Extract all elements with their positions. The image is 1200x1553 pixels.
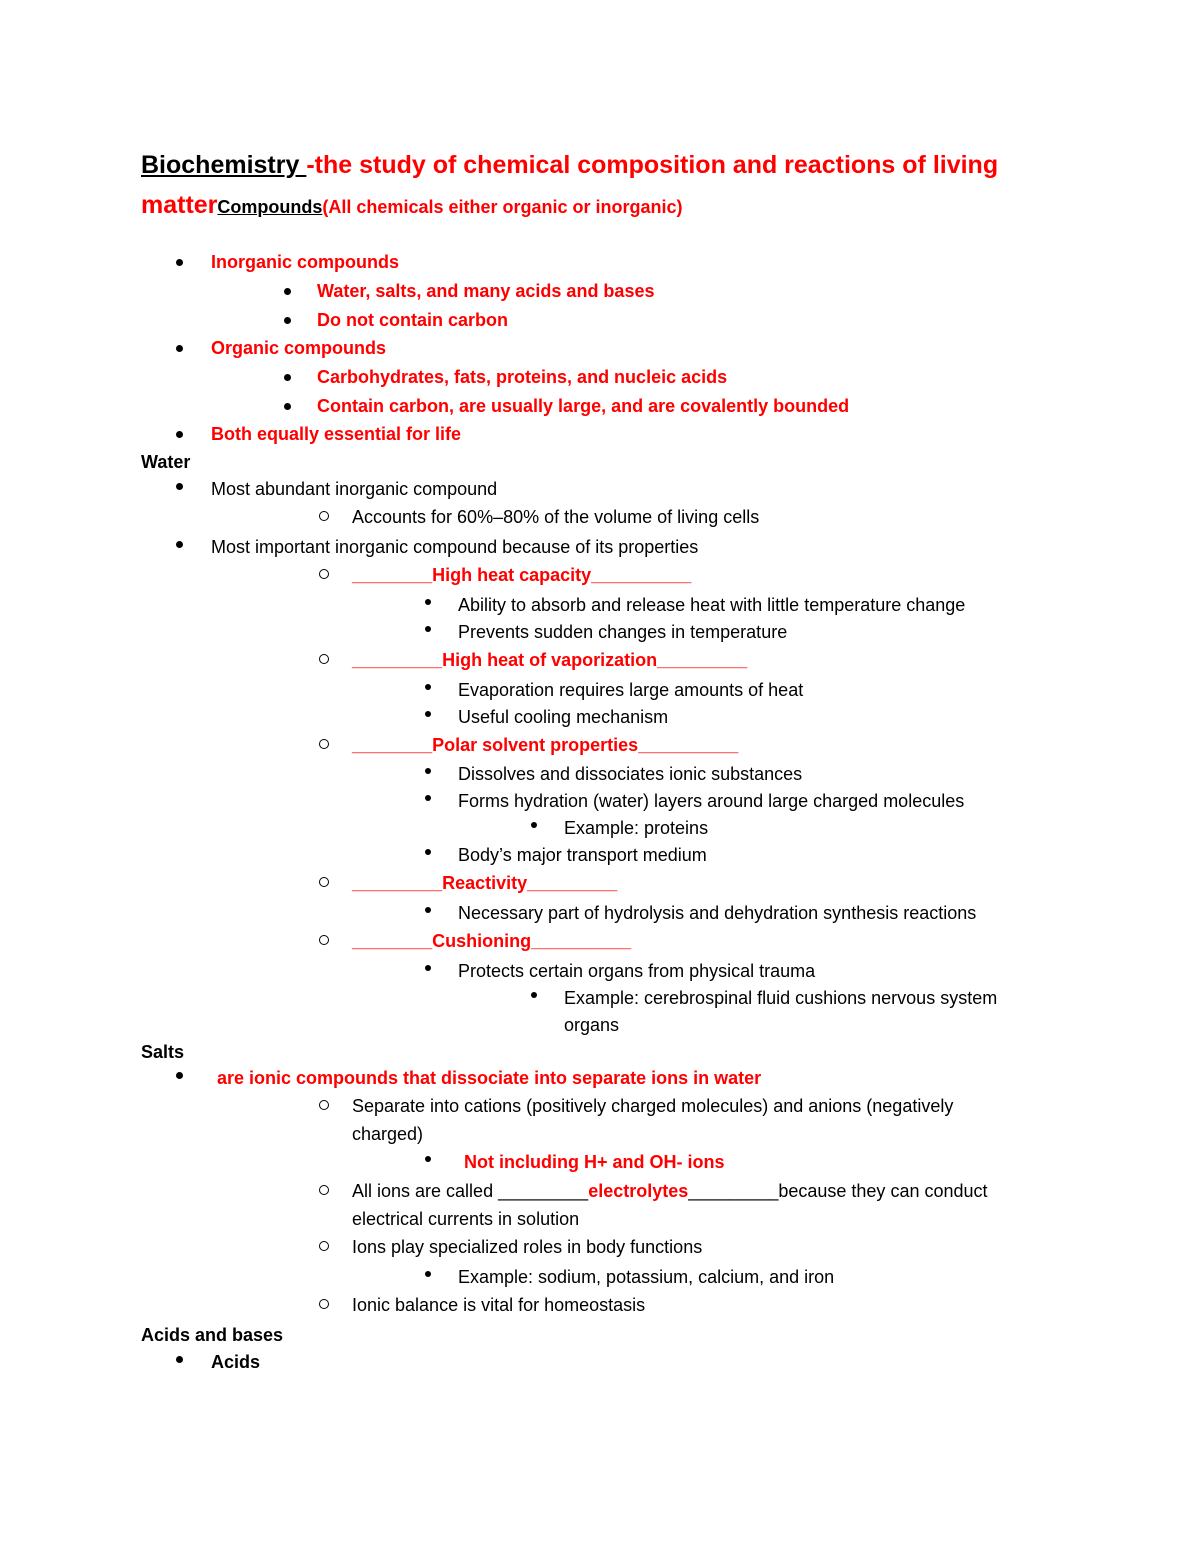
compounds-note: (All chemicals either organic or inorganic) <box>322 197 683 217</box>
water-property-reactivity <box>352 871 617 895</box>
list-item: Example: cerebrospinal fluid cushions nervous system <box>564 988 998 1008</box>
water-property-heat-capacity <box>352 563 691 587</box>
bullet-icon <box>284 317 291 324</box>
list-item: Organic compounds <box>211 338 387 358</box>
list-item: Both equally essential for life <box>211 424 462 444</box>
section-heading-acids-bases: Acids and bases <box>141 1325 284 1345</box>
bullet-icon <box>425 795 431 801</box>
list-item-continuation: charged) <box>352 1124 424 1144</box>
bullet-icon <box>425 1271 431 1277</box>
circle-bullet-icon <box>319 511 329 521</box>
blank-line: __________ <box>591 565 692 585</box>
list-item: Ions play specialized roles in body functions <box>352 1237 703 1257</box>
bullet-icon <box>176 541 183 548</box>
circle-bullet-icon <box>319 1241 329 1251</box>
bullet-icon <box>425 599 431 605</box>
section-heading-salts: Salts <box>141 1042 185 1062</box>
list-item: Body’s major transport medium <box>458 845 707 865</box>
blank-line: __________ <box>531 931 632 951</box>
list-item: Water, salts, and many acids and bases <box>317 281 655 301</box>
circle-bullet-icon <box>319 569 329 579</box>
compounds-label: Compounds <box>217 197 323 217</box>
bullet-icon <box>425 965 431 971</box>
property-name: Cushioning <box>432 931 532 951</box>
list-item: Evaporation requires large amounts of heat <box>458 680 804 700</box>
list-item: Ionic balance is vital for homeostasis <box>352 1295 646 1315</box>
property-name: High heat of vaporization <box>442 650 658 670</box>
blank-line: ________ <box>352 931 433 951</box>
circle-bullet-icon <box>319 877 329 887</box>
bullet-icon <box>284 403 291 410</box>
list-item-continuation: electrical currents in solution <box>352 1209 580 1229</box>
circle-bullet-icon <box>319 1299 329 1309</box>
list-item: Prevents sudden changes in temperature <box>458 622 788 642</box>
title-definition: -the study of chemical composition and reactions of living matter <box>141 151 999 219</box>
list-item: Contain carbon, are usually large, and are covalently bounded <box>317 396 850 416</box>
list-item: Not including H+ and OH- ions <box>464 1152 725 1172</box>
list-item: Example: proteins <box>564 818 709 838</box>
bullet-icon <box>425 1156 431 1162</box>
list-item: Forms hydration (water) layers around large charged molecules <box>458 791 965 811</box>
bullet-icon <box>284 374 291 381</box>
page-title <box>141 145 1041 227</box>
bullet-icon <box>176 483 183 490</box>
blank-line: __________ <box>638 735 739 755</box>
list-item: Necessary part of hydrolysis and dehydration synthesis reactions <box>458 903 977 923</box>
bullet-icon <box>425 684 431 690</box>
blank-line: ________ <box>352 565 433 585</box>
circle-bullet-icon <box>319 1100 329 1110</box>
list-item: Useful cooling mechanism <box>458 707 669 727</box>
bullet-icon <box>176 1072 183 1079</box>
list-item: Example: sodium, potassium, calcium, and iron <box>458 1267 835 1287</box>
circle-bullet-icon <box>319 654 329 664</box>
list-item: Most important inorganic compound because of its properties <box>211 537 699 557</box>
blank-line: _________ <box>352 873 443 893</box>
list-item: Carbohydrates, fats, proteins, and nucleic acids <box>317 367 728 387</box>
blank-line: _________ <box>527 873 618 893</box>
bullet-icon <box>176 431 183 438</box>
list-item: Acids <box>211 1352 261 1372</box>
bullet-icon <box>284 288 291 295</box>
circle-bullet-icon <box>319 739 329 749</box>
bullet-icon <box>425 849 431 855</box>
bullet-icon <box>176 259 183 266</box>
blank-line: _________ <box>498 1181 589 1201</box>
list-item: Ability to absorb and release heat with little temperature change <box>458 595 966 615</box>
bullet-icon <box>425 626 431 632</box>
salts-definition: are ionic compounds that dissociate into separate ions in water <box>217 1068 762 1088</box>
property-name: Polar solvent properties <box>432 735 639 755</box>
title-term: Biochemistry <box>141 151 307 179</box>
list-item: Accounts for 60%–80% of the volume of living cells <box>352 507 760 527</box>
list-item: Separate into cations (positively charged molecules) and anions (negatively <box>352 1096 954 1116</box>
text-span: All ions are called <box>352 1181 499 1201</box>
water-property-vaporization <box>352 648 747 672</box>
blank-line: _________ <box>352 650 443 670</box>
text-span: because they can conduct <box>778 1181 988 1201</box>
blank-line: _________ <box>657 650 748 670</box>
list-item: Inorganic compounds <box>211 252 400 272</box>
bullet-icon <box>425 768 431 774</box>
section-heading-water: Water <box>141 452 191 472</box>
circle-bullet-icon <box>319 935 329 945</box>
list-item: Protects certain organs from physical trauma <box>458 961 816 981</box>
bullet-icon <box>176 345 183 352</box>
property-name: High heat capacity <box>432 565 592 585</box>
bullet-icon <box>425 907 431 913</box>
bullet-icon <box>531 822 537 828</box>
water-property-polar <box>352 733 738 757</box>
bullet-icon <box>425 711 431 717</box>
property-name: Reactivity <box>442 873 528 893</box>
blank-line: _________ <box>688 1181 779 1201</box>
bullet-icon <box>531 992 537 998</box>
circle-bullet-icon <box>319 1185 329 1195</box>
list-item-continuation: organs <box>564 1015 620 1035</box>
list-item: Dissolves and dissociates ionic substances <box>458 764 803 784</box>
electrolytes-term: electrolytes <box>588 1181 689 1201</box>
water-property-cushioning <box>352 929 631 953</box>
list-item: Do not contain carbon <box>317 310 508 330</box>
list-item: Most abundant inorganic compound <box>211 479 498 499</box>
blank-line: ________ <box>352 735 433 755</box>
electrolytes-line <box>352 1179 988 1203</box>
bullet-icon <box>176 1356 183 1363</box>
